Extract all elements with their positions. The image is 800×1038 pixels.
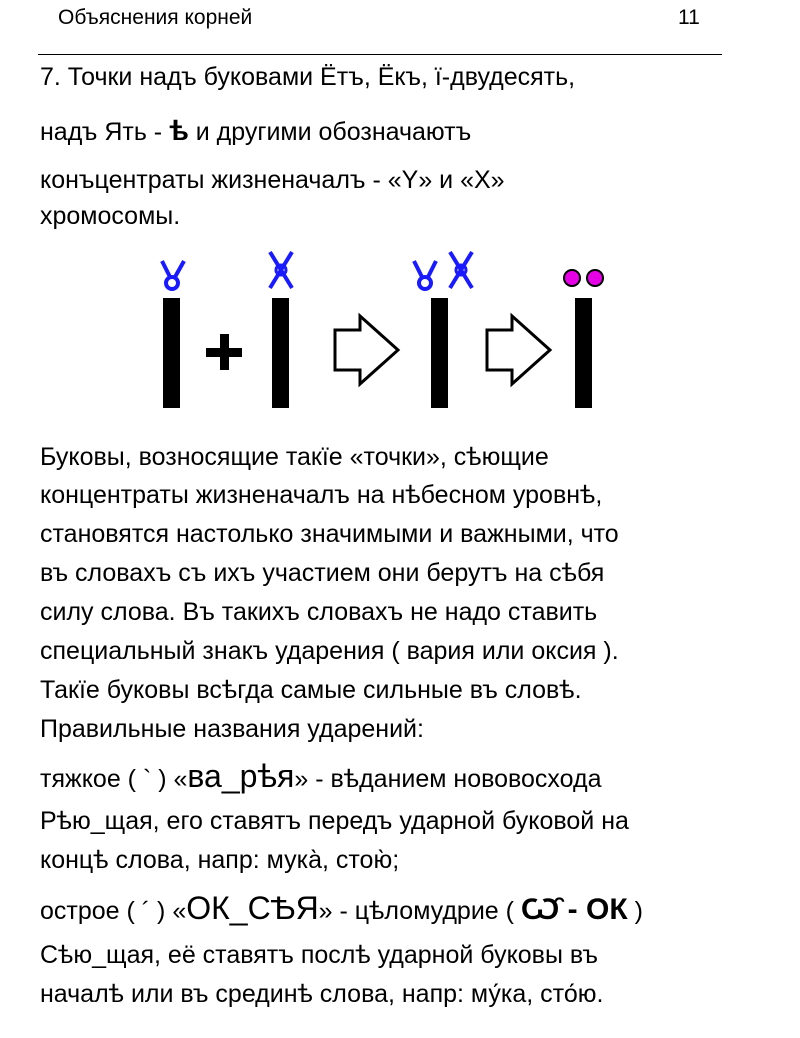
para2-line5: силу слова. Въ такихъ словахъ не надо ставить [40, 598, 598, 626]
chromosome-bar-3 [431, 298, 448, 408]
accent1-a: тяжкое ( ` ) « [40, 765, 188, 793]
chromosome-bar-2 [272, 298, 289, 408]
omega-letter: Ѡ̑ [520, 893, 560, 926]
plus-sign [206, 334, 242, 370]
yat-letter: ѣ [169, 115, 189, 146]
accent2-a: острое ( ´ ) « [40, 897, 187, 925]
para2-line6: специальный знакъ ударения ( вария или оксия ). [40, 637, 619, 665]
para1-line4: хромосомы. [40, 202, 181, 230]
accent1-term: ва_рѣя [187, 758, 295, 794]
accent2-b: » - цѣломудрие ( [318, 897, 521, 925]
x-chromosome-mark [270, 252, 292, 288]
accent1-b: » - вѣданием нововосхода [294, 765, 602, 793]
para2-line4: въ словахъ съ ихъ участием они берутъ на сѣбя [40, 559, 605, 587]
page-header-title: Объяснения корней [58, 6, 253, 29]
para2-line8: Правильные названия ударений: [40, 715, 424, 743]
chromosome-bar-1 [163, 298, 180, 408]
double-dot-mark [564, 270, 603, 286]
accent1-line1 [40, 758, 602, 794]
y-chromosome-mark [162, 261, 184, 289]
para2-line2: концентраты жизненачалъ на нѣбесном уровнѣ, [40, 481, 603, 509]
chromosome-bar-4 [575, 298, 592, 408]
accent2-ok: - ОК [559, 893, 628, 926]
para1-line2-b: и другими обозначаютъ [188, 118, 472, 146]
accent2-line2: Сѣю_щая, её ставятъ послѣ ударной буковы въ [40, 941, 598, 969]
accent2-line1 [40, 890, 643, 926]
accent2-term: ОК_СѢЯ [186, 890, 319, 926]
para1-line3: конъцентраты жизненачалъ - «Y» и «X» [40, 166, 505, 194]
accent1-line3: концѣ слова, напр: мука̀, стою̀; [40, 846, 400, 874]
page-number: 11 [678, 6, 700, 29]
yx-chromosome-mark [414, 252, 472, 289]
accent1-line2: Рѣю_щая, его ставятъ передъ ударной буковой на [40, 807, 629, 835]
arrow-right-icon [487, 316, 550, 384]
accent2-line3: началѣ или въ срединѣ слова, напр: му́ка, сто́ю. [40, 980, 604, 1008]
para2-line3: становятся настолько значимыми и важными, что [40, 520, 619, 548]
arrow-right-icon [335, 316, 398, 384]
para1-line1: 7. Точки надъ буковами Ётъ, Ёкъ, ї-двудесять, [40, 63, 576, 91]
para2-line1: Буковы, возносящие такїе «точки», сѣющие [40, 443, 549, 471]
para2-line7: Такїе буковы всѣгда самые сильные въ словѣ. [40, 676, 582, 704]
para1-line2-a: надъ Ять - [40, 118, 170, 146]
accent2-d: ) [627, 897, 643, 925]
